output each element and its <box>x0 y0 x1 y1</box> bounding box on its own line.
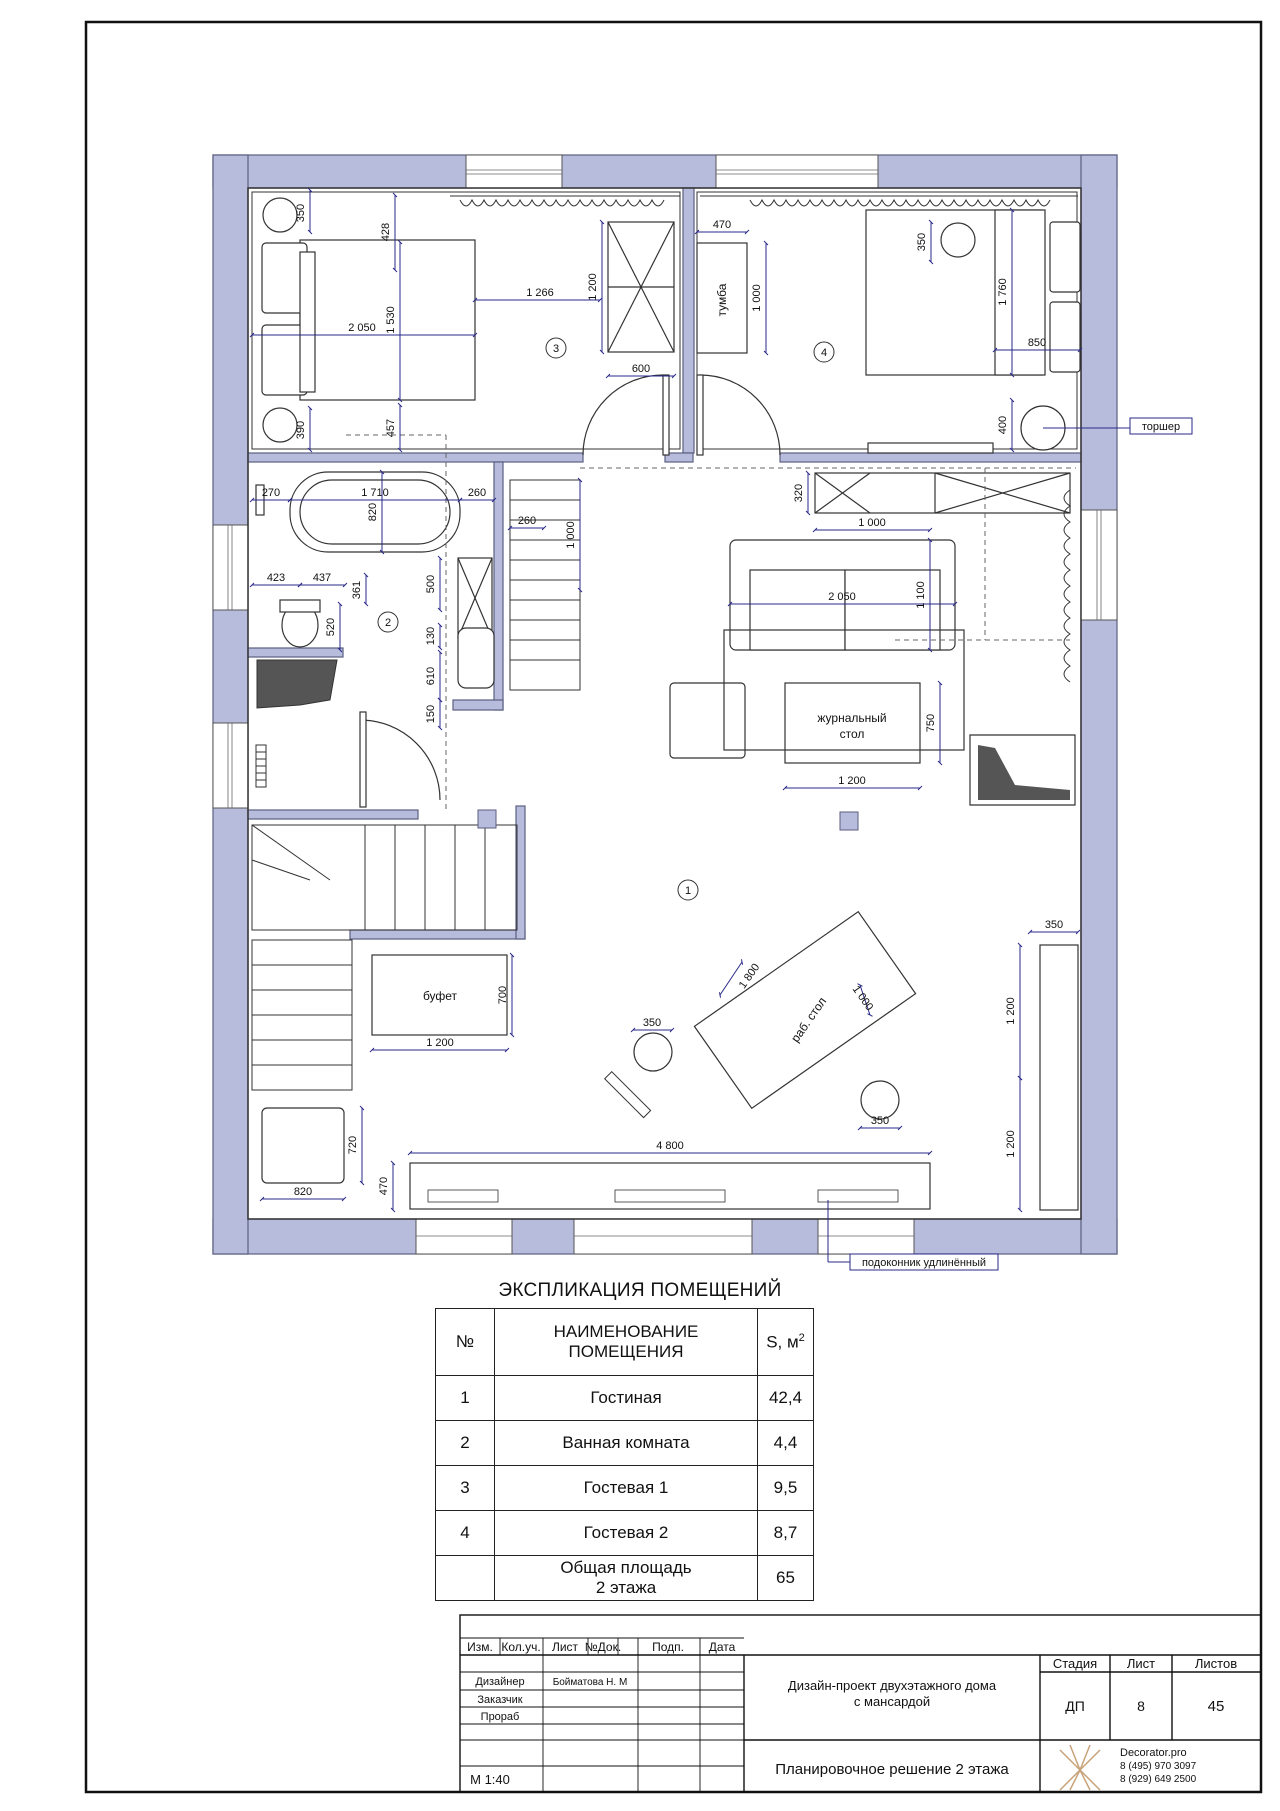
dimension-label: 400 <box>997 415 1009 435</box>
dimension-label: 1 100 <box>915 581 927 609</box>
dimension-label: 500 <box>425 574 437 594</box>
dimension-label: 150 <box>425 704 437 724</box>
header-name: НАИМЕНОВАНИЕ ПОМЕЩЕНИЯ <box>495 1309 758 1376</box>
dimension-label: 320 <box>793 483 805 503</box>
header-area: S, $м^2$ <box>758 1309 814 1376</box>
dimension-label: 600 <box>631 363 651 375</box>
stamp-phone-2: 8 (929) 649 2500 <box>1120 1774 1197 1785</box>
stamp-company: Decorator.pro <box>1120 1747 1187 1759</box>
dimension-label: 361 <box>351 580 363 600</box>
dimension-label: 423 <box>266 572 286 584</box>
dimension-label: 1 000 <box>849 983 876 1013</box>
wall-top <box>213 155 1117 188</box>
door-room-4 <box>700 375 780 455</box>
wall-bedrooms-divider <box>683 188 694 453</box>
wall-right <box>1081 155 1117 1254</box>
wall-stair-left <box>248 810 418 819</box>
row-name: Гостиная <box>495 1376 758 1421</box>
dimension-label: 130 <box>425 626 437 646</box>
explication-title: ЭКСПЛИКАЦИЯ ПОМЕЩЕНИЙ <box>498 1280 782 1301</box>
stamp-stage: ДП <box>1065 1698 1085 1714</box>
tv-stand <box>1040 945 1078 1210</box>
table-row <box>436 1376 814 1421</box>
row-area: 4,4 <box>758 1421 814 1466</box>
room-3-furniture <box>262 198 674 442</box>
table-row <box>436 1511 814 1556</box>
stamp-data: Дата <box>708 1640 736 1654</box>
stamp-project-1: Дизайн-проект двухэтажного дома <box>787 1678 997 1693</box>
window-top-left <box>466 155 562 188</box>
stamp-sheet: 8 <box>1137 1698 1145 1714</box>
dimension-label: 390 <box>295 420 307 440</box>
dimension-label: 350 <box>870 1115 890 1127</box>
nightstand-1 <box>263 198 297 232</box>
explication-table <box>435 1308 814 1601</box>
dimension-label: 260 <box>467 487 487 499</box>
label-coffee-table-2: стол <box>839 727 865 741</box>
room-4-furniture <box>697 210 1080 453</box>
dimension-label: 4 800 <box>656 1140 684 1152</box>
dimension-label: 428 <box>380 222 392 242</box>
stamp-role-designer: Дизайнер <box>475 1676 525 1688</box>
sink <box>458 628 494 688</box>
wall-bedrooms-bottom-left <box>248 453 583 462</box>
row-name: Гостевая 2 <box>495 1511 758 1556</box>
dimension-label: 2 050 <box>348 322 376 334</box>
stamp-designer-name: Бойматова Н. М <box>552 1677 628 1688</box>
dimension-label: 457 <box>385 418 397 438</box>
window-top-right <box>716 155 878 188</box>
stool-1 <box>634 1033 672 1071</box>
stamp-podp: Подп. <box>652 1640 684 1654</box>
dimension-label: 610 <box>425 666 437 686</box>
wall-stair-rail <box>350 930 525 939</box>
stamp-role-customer: Заказчик <box>477 1694 523 1706</box>
stamp-stage-label: Стадия <box>1052 1656 1098 1671</box>
stamp-phone-1: 8 (495) 970 3097 <box>1120 1761 1197 1772</box>
curtain-room-3 <box>460 200 664 206</box>
room-number-4: 4 <box>820 347 828 359</box>
company-logo <box>1060 1745 1100 1790</box>
dimension-label: 350 <box>642 1017 662 1029</box>
armchair <box>670 683 745 758</box>
total-name: Общая площадь 2 этажа <box>495 1556 758 1601</box>
table-total-row <box>436 1556 814 1601</box>
label-bufet: буфет <box>422 989 458 1003</box>
stool-2 <box>861 1081 899 1119</box>
stamp-izm: Изм. <box>467 1640 493 1654</box>
label-torsher: торшер <box>1141 421 1181 433</box>
stamp-sheets-label: Листов <box>1194 1656 1238 1671</box>
dimension-label: 1 530 <box>385 306 397 334</box>
room-number-3: 3 <box>552 343 560 355</box>
wall-left <box>213 155 248 1254</box>
row-num: 1 <box>436 1376 495 1421</box>
dimension-label: 1 760 <box>997 278 1009 306</box>
label-desk: раб. стол <box>788 994 830 1045</box>
wall-bath-right <box>494 462 503 710</box>
room-number-1: 1 <box>684 885 692 897</box>
dimension-label: 1 200 <box>838 775 866 787</box>
dimension-label: 720 <box>347 1135 359 1155</box>
row-area: 8,7 <box>758 1511 814 1556</box>
dimension-line <box>720 962 742 995</box>
label-coffee-table-1: журнальный <box>817 711 887 725</box>
stamp-ndoc: №Док. <box>584 1640 622 1654</box>
dimension-label: 1 000 <box>751 284 763 312</box>
dimension-label: 850 <box>1027 337 1047 349</box>
desk <box>694 912 915 1109</box>
wardrobe-living <box>815 473 1070 513</box>
row-name: Ванная комната <box>495 1421 758 1466</box>
radiator-left <box>256 745 266 787</box>
total-num <box>436 1556 495 1601</box>
window-bottom-2 <box>574 1219 752 1254</box>
total-area: 65 <box>758 1556 814 1601</box>
label-tumba: тумба <box>715 283 729 317</box>
dimension-label: 350 <box>295 203 307 223</box>
dimension-label: 260 <box>517 515 537 527</box>
dimension-label: 1 800 <box>736 961 763 991</box>
stamp-sheets: 45 <box>1207 1698 1225 1715</box>
dimension-label: 470 <box>712 219 732 231</box>
dimension-label: 437 <box>312 572 332 584</box>
dimension-label: 1 266 <box>526 287 554 299</box>
dimension-label: 700 <box>497 985 509 1005</box>
column-1 <box>478 810 496 828</box>
dimension-label: 350 <box>1044 919 1064 931</box>
dimension-label: 820 <box>293 1186 313 1198</box>
window-bottom-3 <box>818 1219 914 1254</box>
stamp-text <box>467 1640 1237 1787</box>
nightstand-2 <box>263 408 297 442</box>
dimension-label: 1 000 <box>565 521 577 549</box>
column-2 <box>840 812 858 830</box>
dimension-label: 350 <box>916 232 928 252</box>
lamp <box>605 1072 651 1118</box>
label-sill: подоконник удлинённый <box>861 1257 987 1269</box>
dimension-label: 270 <box>261 487 281 499</box>
dimension-label: 1 200 <box>426 1037 454 1049</box>
table-row <box>436 1466 814 1511</box>
wall-bath-bottom <box>248 648 343 657</box>
row-num: 2 <box>436 1421 495 1466</box>
dimension-label: 1 710 <box>361 487 389 499</box>
stamp-drawing-title: Планировочное решение 2 этажа <box>775 1761 1009 1778</box>
living-furniture <box>262 473 1078 1210</box>
window-left-2 <box>213 723 248 808</box>
bath-niche <box>257 660 337 708</box>
curtain-room-4 <box>750 200 1050 206</box>
dimension-label: 2 050 <box>828 591 856 603</box>
dimension-label: 470 <box>378 1176 390 1196</box>
window-bottom-1 <box>416 1219 512 1254</box>
nightstand-3 <box>941 223 975 257</box>
header-num: № <box>436 1309 495 1376</box>
table-row <box>436 1421 814 1466</box>
row-area: 42,4 <box>758 1376 814 1421</box>
dimension-label: 1 200 <box>587 273 599 301</box>
dimension-label: 820 <box>367 502 379 522</box>
room-number-2: 2 <box>384 617 392 629</box>
wall-bath-bottom-b <box>453 700 503 710</box>
door-bath <box>360 720 440 800</box>
row-num: 3 <box>436 1466 495 1511</box>
window-left-1 <box>213 525 248 610</box>
stamp-list: Лист <box>551 1640 579 1654</box>
wall-bedrooms-bottom-right <box>780 453 1081 462</box>
row-area: 9,5 <box>758 1466 814 1511</box>
window-right <box>1081 510 1117 620</box>
row-num: 4 <box>436 1511 495 1556</box>
dimension-label: 1 200 <box>1005 997 1017 1025</box>
dimension-label: 750 <box>925 713 937 733</box>
table-header-row <box>436 1309 814 1376</box>
stamp-project-2: с мансардой <box>853 1694 931 1709</box>
stamp-kol: Кол.уч. <box>501 1640 541 1654</box>
stamp-scale: М 1:40 <box>470 1772 510 1787</box>
dimension-label: 1 000 <box>858 517 886 529</box>
curtain-living <box>1064 490 1070 682</box>
dimension-label: 1 200 <box>1005 1130 1017 1158</box>
dimension-label: 520 <box>325 617 337 637</box>
row-name: Гостевая 1 <box>495 1466 758 1511</box>
armchair-2 <box>262 1108 344 1183</box>
door-room-3 <box>583 375 663 455</box>
stamp-sheet-label: Лист <box>1126 1656 1156 1671</box>
stamp-role-foreman: Прораб <box>480 1711 520 1723</box>
